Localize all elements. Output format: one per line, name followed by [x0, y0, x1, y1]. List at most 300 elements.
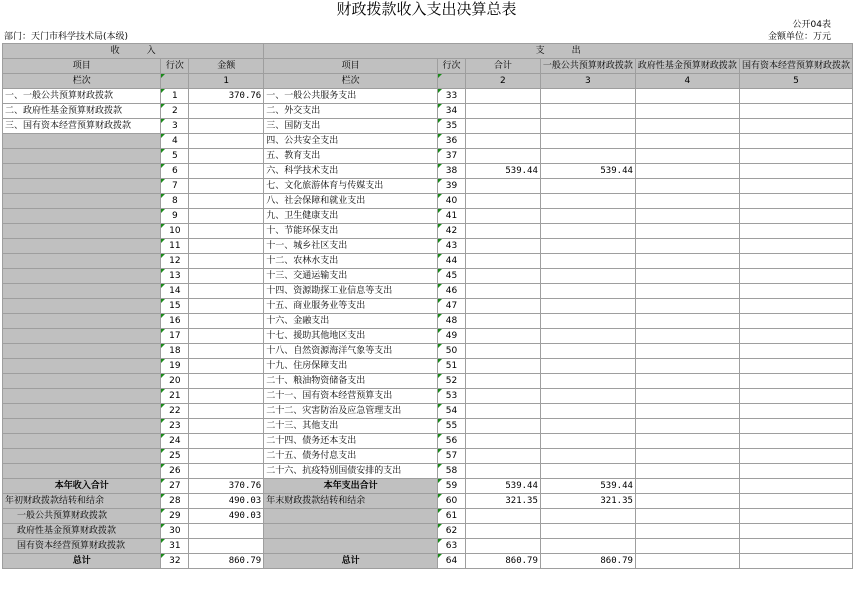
table-row: [3, 434, 853, 449]
table-row: [3, 449, 853, 464]
column-index-row: [3, 74, 853, 89]
income-line-cell: 13: [161, 269, 189, 284]
expense-header: 支 出: [264, 44, 853, 59]
summary-row: [3, 539, 853, 554]
expense-total-cell[interactable]: [465, 149, 540, 164]
expense-general-cell[interactable]: [540, 149, 635, 164]
income-amount-cell[interactable]: [189, 404, 264, 419]
income-amount-cell[interactable]: [189, 299, 264, 314]
expense-line-cell: 35: [438, 119, 466, 134]
expense-general-cell[interactable]: [540, 119, 635, 134]
expense-general-cell[interactable]: [540, 329, 635, 344]
table-row: [3, 209, 853, 224]
income-amount-cell[interactable]: 370.76: [189, 89, 264, 104]
expense-item-cell: 十一、城乡社区支出: [264, 239, 438, 254]
expense-line-cell: 50: [438, 344, 466, 359]
income-amount-cell[interactable]: [189, 389, 264, 404]
income-summary-amount[interactable]: [189, 539, 264, 554]
expense-summary-line: 61: [438, 509, 466, 524]
expense-item-cell: 十九、住房保障支出: [264, 359, 438, 374]
income-amount-cell[interactable]: [189, 194, 264, 209]
expense-general-cell[interactable]: [540, 224, 635, 239]
expense-summary-total[interactable]: [465, 539, 540, 554]
expense-gov-fund-cell[interactable]: [635, 104, 739, 119]
expense-total-cell[interactable]: [465, 194, 540, 209]
income-item-cell: [3, 254, 161, 269]
expense-gov-fund-cell[interactable]: [635, 374, 739, 389]
table-row: [3, 89, 853, 104]
expense-state-capital-cell[interactable]: [739, 314, 852, 329]
expense-general-cell[interactable]: [540, 239, 635, 254]
expense-line-cell: 58: [438, 464, 466, 479]
expense-general-cell[interactable]: [540, 104, 635, 119]
expense-general-cell[interactable]: [540, 449, 635, 464]
expense-item-cell: 十三、交通运输支出: [264, 269, 438, 284]
expense-summary-total[interactable]: 860.79: [465, 554, 540, 569]
expense-state-capital-cell[interactable]: [739, 464, 852, 479]
expense-summary-general[interactable]: [540, 509, 635, 524]
table-row: [3, 269, 853, 284]
expense-general-cell[interactable]: [540, 209, 635, 224]
income-line-cell: 3: [161, 119, 189, 134]
expense-summary-general[interactable]: [540, 539, 635, 554]
expense-general-cell[interactable]: [540, 404, 635, 419]
expense-item-cell: 八、社会保障和就业支出: [264, 194, 438, 209]
expense-total-cell[interactable]: [465, 89, 540, 104]
expense-total-cell[interactable]: [465, 449, 540, 464]
expense-summary-item: [264, 509, 438, 524]
income-amount-cell[interactable]: [189, 434, 264, 449]
expense-general-cell[interactable]: [540, 374, 635, 389]
expense-line-cell: 44: [438, 254, 466, 269]
income-summary-item: 一般公共预算财政拨款: [3, 509, 161, 524]
expense-gov-fund-cell[interactable]: [635, 344, 739, 359]
income-line-cell: 12: [161, 254, 189, 269]
expense-general-cell[interactable]: [540, 464, 635, 479]
expense-total-cell[interactable]: [465, 254, 540, 269]
income-amount-cell[interactable]: [189, 284, 264, 299]
expense-general-cell[interactable]: [540, 89, 635, 104]
expense-total-cell[interactable]: [465, 209, 540, 224]
table-row: [3, 254, 853, 269]
income-amount-cell[interactable]: [189, 209, 264, 224]
summary-row: [3, 479, 853, 494]
expense-summary-general[interactable]: 321.35: [540, 494, 635, 509]
income-amount-cell[interactable]: [189, 269, 264, 284]
expense-total-cell[interactable]: [465, 389, 540, 404]
expense-gov-fund-cell[interactable]: [635, 239, 739, 254]
summary-row: [3, 554, 853, 569]
expense-state-capital-cell[interactable]: [739, 179, 852, 194]
budget-table: [2, 43, 853, 569]
income-item-cell: [3, 404, 161, 419]
expense-gov-fund-cell[interactable]: [635, 89, 739, 104]
income-item-cell: [3, 434, 161, 449]
expense-summary-total[interactable]: 321.35: [465, 494, 540, 509]
expense-total-cell[interactable]: [465, 344, 540, 359]
income-line-cell: 21: [161, 389, 189, 404]
expense-total-cell[interactable]: [465, 269, 540, 284]
income-summary-amount[interactable]: 370.76: [189, 479, 264, 494]
expense-item-cell: 二十四、债务还本支出: [264, 434, 438, 449]
income-item-cell: [3, 284, 161, 299]
expense-gov-fund-cell[interactable]: [635, 134, 739, 149]
expense-general-cell[interactable]: [540, 359, 635, 374]
expense-state-capital-cell[interactable]: [739, 89, 852, 104]
expense-total-cell[interactable]: [465, 224, 540, 239]
income-line-cell: 18: [161, 344, 189, 359]
expense-summary-line: 59: [438, 479, 466, 494]
expense-index-label: 栏次: [264, 74, 438, 89]
income-summary-item: 总计: [3, 554, 161, 569]
expense-general-cell[interactable]: [540, 434, 635, 449]
expense-line-cell: 37: [438, 149, 466, 164]
expense-index-state-capital: 5: [739, 74, 852, 89]
expense-summary-total[interactable]: [465, 524, 540, 539]
expense-general-cell[interactable]: [540, 299, 635, 314]
expense-state-capital-cell[interactable]: [739, 299, 852, 314]
expense-total-cell[interactable]: [465, 284, 540, 299]
income-index-blank: [161, 74, 189, 89]
expense-summary-state-capital[interactable]: [739, 539, 852, 554]
expense-summary-gov-fund[interactable]: [635, 509, 739, 524]
income-summary-amount[interactable]: 490.03: [189, 509, 264, 524]
expense-item-cell: 二、外交支出: [264, 104, 438, 119]
expense-state-capital-cell[interactable]: [739, 134, 852, 149]
expense-state-capital-cell[interactable]: [739, 284, 852, 299]
expense-general-cell[interactable]: [540, 284, 635, 299]
expense-state-capital-cell[interactable]: [739, 389, 852, 404]
expense-line-cell: 38: [438, 164, 466, 179]
expense-gov-fund-cell[interactable]: [635, 164, 739, 179]
expense-total-cell[interactable]: [465, 419, 540, 434]
table-row: [3, 194, 853, 209]
income-item-cell: [3, 209, 161, 224]
expense-item-cell: 二十、粮油物资储备支出: [264, 374, 438, 389]
general-budget-header: 一般公共预算财政拨款: [540, 59, 635, 74]
income-item-cell: [3, 449, 161, 464]
expense-line-cell: 47: [438, 299, 466, 314]
income-line-cell: 14: [161, 284, 189, 299]
expense-total-cell[interactable]: [465, 374, 540, 389]
income-summary-line: 27: [161, 479, 189, 494]
income-item-cell: [3, 344, 161, 359]
expense-gov-fund-cell[interactable]: [635, 224, 739, 239]
expense-line-cell: 52: [438, 374, 466, 389]
expense-summary-line: 60: [438, 494, 466, 509]
income-summary-line: 32: [161, 554, 189, 569]
expense-line-cell: 57: [438, 449, 466, 464]
expense-total-cell[interactable]: [465, 329, 540, 344]
expense-total-cell[interactable]: [465, 104, 540, 119]
expense-line-cell: 48: [438, 314, 466, 329]
income-line-header: 行次: [161, 59, 189, 74]
expense-line-cell: 40: [438, 194, 466, 209]
expense-summary-gov-fund[interactable]: [635, 479, 739, 494]
expense-gov-fund-cell[interactable]: [635, 299, 739, 314]
income-summary-item: 本年收入合计: [3, 479, 161, 494]
expense-total-cell[interactable]: 539.44: [465, 164, 540, 179]
unit-label: 金额单位：万元: [767, 32, 831, 42]
expense-line-cell: 33: [438, 89, 466, 104]
income-line-cell: 6: [161, 164, 189, 179]
expense-general-cell[interactable]: [540, 179, 635, 194]
income-summary-item: 政府性基金预算财政拨款: [3, 524, 161, 539]
income-header: 收 入: [3, 44, 264, 59]
expense-item-cell: 一、一般公共服务支出: [264, 89, 438, 104]
income-item-header: 项目: [3, 59, 161, 74]
expense-state-capital-cell[interactable]: [739, 239, 852, 254]
expense-gov-fund-cell[interactable]: [635, 404, 739, 419]
table-row: [3, 134, 853, 149]
expense-gov-fund-cell[interactable]: [635, 434, 739, 449]
expense-state-capital-cell[interactable]: [739, 119, 852, 134]
income-summary-item: 年初财政拨款结转和结余: [3, 494, 161, 509]
income-summary-line: 28: [161, 494, 189, 509]
income-amount-cell[interactable]: [189, 419, 264, 434]
expense-line-cell: 39: [438, 179, 466, 194]
expense-item-cell: 二十二、灾害防治及应急管理支出: [264, 404, 438, 419]
form-code: 公开04表: [792, 20, 831, 30]
income-amount-cell[interactable]: [189, 104, 264, 119]
income-line-cell: 19: [161, 359, 189, 374]
expense-state-capital-cell[interactable]: [739, 209, 852, 224]
income-amount-cell[interactable]: [189, 329, 264, 344]
expense-total-cell[interactable]: [465, 434, 540, 449]
expense-line-cell: 43: [438, 239, 466, 254]
income-line-cell: 9: [161, 209, 189, 224]
income-amount-cell[interactable]: [189, 254, 264, 269]
table-row: [3, 464, 853, 479]
income-line-cell: 16: [161, 314, 189, 329]
expense-total-header: 合计: [465, 59, 540, 74]
expense-gov-fund-cell[interactable]: [635, 179, 739, 194]
expense-summary-general[interactable]: [540, 524, 635, 539]
expense-general-cell[interactable]: [540, 344, 635, 359]
income-amount-cell[interactable]: [189, 449, 264, 464]
expense-gov-fund-cell[interactable]: [635, 149, 739, 164]
expense-summary-state-capital[interactable]: [739, 509, 852, 524]
income-summary-amount[interactable]: 860.79: [189, 554, 264, 569]
expense-gov-fund-cell[interactable]: [635, 209, 739, 224]
expense-summary-state-capital[interactable]: [739, 524, 852, 539]
expense-line-header: 行次: [438, 59, 466, 74]
income-amount-cell[interactable]: [189, 149, 264, 164]
expense-total-cell[interactable]: [465, 359, 540, 374]
income-line-cell: 20: [161, 374, 189, 389]
expense-state-capital-cell[interactable]: [739, 254, 852, 269]
expense-summary-state-capital[interactable]: [739, 494, 852, 509]
income-summary-amount[interactable]: [189, 524, 264, 539]
expense-gov-fund-cell[interactable]: [635, 389, 739, 404]
expense-gov-fund-cell[interactable]: [635, 464, 739, 479]
expense-item-cell: 十四、资源勘探工业信息等支出: [264, 284, 438, 299]
expense-line-cell: 45: [438, 269, 466, 284]
column-header-row: [3, 59, 853, 74]
expense-general-cell[interactable]: [540, 389, 635, 404]
summary-row: [3, 509, 853, 524]
income-item-cell: [3, 164, 161, 179]
expense-state-capital-cell[interactable]: [739, 224, 852, 239]
table-row: [3, 419, 853, 434]
expense-summary-gov-fund[interactable]: [635, 524, 739, 539]
expense-line-cell: 56: [438, 434, 466, 449]
expense-general-cell[interactable]: [540, 419, 635, 434]
expense-total-cell[interactable]: [465, 464, 540, 479]
table-row: [3, 374, 853, 389]
income-amount-cell[interactable]: [189, 179, 264, 194]
expense-state-capital-cell[interactable]: [739, 164, 852, 179]
expense-gov-fund-cell[interactable]: [635, 449, 739, 464]
income-line-cell: 8: [161, 194, 189, 209]
expense-summary-item: [264, 524, 438, 539]
income-item-cell: [3, 389, 161, 404]
expense-item-cell: 十二、农林水支出: [264, 254, 438, 269]
income-line-cell: 10: [161, 224, 189, 239]
expense-summary-general[interactable]: 860.79: [540, 554, 635, 569]
summary-row: [3, 494, 853, 509]
income-item-cell: 三、国有资本经营预算财政拨款: [3, 119, 161, 134]
expense-gov-fund-cell[interactable]: [635, 269, 739, 284]
table-row: [3, 359, 853, 374]
table-row: [3, 329, 853, 344]
section-header-row: [3, 44, 853, 59]
state-capital-header: 国有资本经营预算财政拨款: [739, 59, 852, 74]
income-amount-cell[interactable]: [189, 464, 264, 479]
expense-summary-total[interactable]: 539.44: [465, 479, 540, 494]
income-amount-cell[interactable]: [189, 314, 264, 329]
income-item-cell: [3, 419, 161, 434]
expense-line-cell: 54: [438, 404, 466, 419]
expense-general-cell[interactable]: [540, 314, 635, 329]
income-line-cell: 11: [161, 239, 189, 254]
income-item-cell: [3, 239, 161, 254]
expense-state-capital-cell[interactable]: [739, 149, 852, 164]
expense-state-capital-cell[interactable]: [739, 269, 852, 284]
expense-state-capital-cell[interactable]: [739, 359, 852, 374]
expense-gov-fund-cell[interactable]: [635, 359, 739, 374]
table-row: [3, 299, 853, 314]
expense-total-cell[interactable]: [465, 239, 540, 254]
expense-item-cell: 十、节能环保支出: [264, 224, 438, 239]
expense-line-cell: 53: [438, 389, 466, 404]
income-item-cell: [3, 299, 161, 314]
expense-total-cell[interactable]: [465, 119, 540, 134]
expense-item-cell: 二十五、债务付息支出: [264, 449, 438, 464]
expense-state-capital-cell[interactable]: [739, 374, 852, 389]
table-row: [3, 179, 853, 194]
gov-fund-header: 政府性基金预算财政拨款: [635, 59, 739, 74]
expense-state-capital-cell[interactable]: [739, 449, 852, 464]
income-line-cell: 1: [161, 89, 189, 104]
expense-item-cell: 五、教育支出: [264, 149, 438, 164]
income-amount-cell[interactable]: [189, 134, 264, 149]
expense-summary-state-capital[interactable]: [739, 554, 852, 569]
expense-summary-state-capital[interactable]: [739, 479, 852, 494]
expense-general-cell[interactable]: [540, 254, 635, 269]
expense-gov-fund-cell[interactable]: [635, 119, 739, 134]
expense-general-cell[interactable]: [540, 269, 635, 284]
expense-summary-gov-fund[interactable]: [635, 554, 739, 569]
income-item-cell: [3, 224, 161, 239]
income-item-cell: [3, 269, 161, 284]
income-amount-cell[interactable]: [189, 239, 264, 254]
expense-item-cell: 七、文化旅游体育与传媒支出: [264, 179, 438, 194]
expense-gov-fund-cell[interactable]: [635, 419, 739, 434]
expense-state-capital-cell[interactable]: [739, 419, 852, 434]
expense-general-cell[interactable]: [540, 134, 635, 149]
expense-summary-total[interactable]: [465, 509, 540, 524]
expense-general-cell[interactable]: 539.44: [540, 164, 635, 179]
income-item-cell: [3, 464, 161, 479]
income-amount-cell[interactable]: [189, 344, 264, 359]
income-summary-amount[interactable]: 490.03: [189, 494, 264, 509]
income-amount-header: 金额: [189, 59, 264, 74]
expense-state-capital-cell[interactable]: [739, 329, 852, 344]
expense-item-cell: 三、国防支出: [264, 119, 438, 134]
expense-summary-line: 62: [438, 524, 466, 539]
expense-total-cell[interactable]: [465, 314, 540, 329]
income-amount-cell[interactable]: [189, 374, 264, 389]
income-line-cell: 17: [161, 329, 189, 344]
income-item-cell: 二、政府性基金预算财政拨款: [3, 104, 161, 119]
expense-summary-general[interactable]: 539.44: [540, 479, 635, 494]
income-amount-cell[interactable]: [189, 224, 264, 239]
expense-total-cell[interactable]: [465, 299, 540, 314]
expense-item-cell: 二十三、其他支出: [264, 419, 438, 434]
income-item-cell: [3, 314, 161, 329]
income-line-cell: 25: [161, 449, 189, 464]
income-line-cell: 23: [161, 419, 189, 434]
expense-index-blank: [438, 74, 466, 89]
summary-row: [3, 524, 853, 539]
expense-summary-gov-fund[interactable]: [635, 494, 739, 509]
income-summary-line: 30: [161, 524, 189, 539]
expense-state-capital-cell[interactable]: [739, 404, 852, 419]
expense-summary-item: 总计: [264, 554, 438, 569]
expense-gov-fund-cell[interactable]: [635, 329, 739, 344]
income-amount-cell[interactable]: [189, 359, 264, 374]
expense-gov-fund-cell[interactable]: [635, 314, 739, 329]
table-row: [3, 149, 853, 164]
department-label: 部门：天门市科学技术局(本级): [4, 32, 129, 42]
expense-gov-fund-cell[interactable]: [635, 284, 739, 299]
expense-state-capital-cell[interactable]: [739, 194, 852, 209]
expense-summary-item: 年末财政拨款结转和结余: [264, 494, 438, 509]
income-index-amount: 1: [189, 74, 264, 89]
income-amount-cell[interactable]: [189, 119, 264, 134]
expense-gov-fund-cell[interactable]: [635, 194, 739, 209]
expense-index-total: 2: [465, 74, 540, 89]
expense-total-cell[interactable]: [465, 404, 540, 419]
expense-state-capital-cell[interactable]: [739, 104, 852, 119]
expense-summary-item: 本年支出合计: [264, 479, 438, 494]
expense-summary-gov-fund[interactable]: [635, 539, 739, 554]
expense-index-general: 3: [540, 74, 635, 89]
expense-total-cell[interactable]: [465, 179, 540, 194]
income-item-cell: 一、一般公共预算财政拨款: [3, 89, 161, 104]
expense-state-capital-cell[interactable]: [739, 434, 852, 449]
table-row: [3, 314, 853, 329]
expense-state-capital-cell[interactable]: [739, 344, 852, 359]
expense-gov-fund-cell[interactable]: [635, 254, 739, 269]
expense-line-cell: 51: [438, 359, 466, 374]
expense-general-cell[interactable]: [540, 194, 635, 209]
income-amount-cell[interactable]: [189, 164, 264, 179]
expense-total-cell[interactable]: [465, 134, 540, 149]
expense-summary-line: 63: [438, 539, 466, 554]
expense-summary-line: 64: [438, 554, 466, 569]
